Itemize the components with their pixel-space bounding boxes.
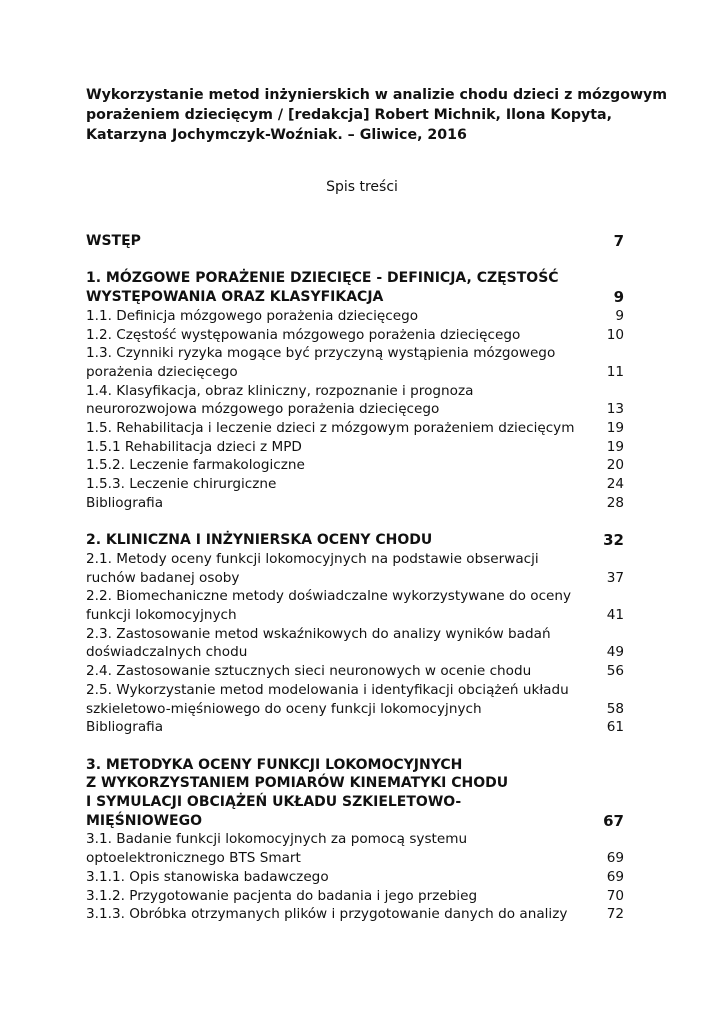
toc-entry-page: 32 xyxy=(603,531,624,550)
toc-entry-title: 2.2. Biomechaniczne metody doświadczalne wykorzystywane do oceny funkcji lokomocyjnych xyxy=(86,588,572,624)
bibliographic-header xyxy=(86,85,668,145)
toc-entry xyxy=(86,344,624,381)
toc-entry-page: 28 xyxy=(606,494,624,511)
toc-entry xyxy=(86,587,624,624)
toc-entry-title: 2. KLINICZNA I INŻYNIERSKA OCENY CHODU xyxy=(86,532,433,549)
header-line: Wykorzystanie metod inżynierskich w analizie chodu dzieci z mózgowym xyxy=(86,87,668,103)
toc-entry-title: 3.1.3. Obróbka otrzymanych plików i przygotowanie danych do analizy xyxy=(86,906,568,923)
toc-entry-page: 19 xyxy=(606,420,624,437)
toc-entry-title: 2.3. Zastosowanie metod wskaźnikowych do analizy wyników badań doświadczalnych chodu xyxy=(86,625,551,661)
toc-entry-page: 49 xyxy=(606,644,624,661)
toc-entry-title: Bibliografia xyxy=(86,719,164,736)
toc-entry-title: 1.5.2. Leczenie farmakologiczne xyxy=(86,457,305,474)
header-line: porażeniem dziecięcym / [redakcja] Robert Michnik, Ilona Kopyta, xyxy=(86,107,613,123)
toc-entry-title: 1.2. Częstość występowania mózgowego porażenia dziecięcego xyxy=(86,326,521,343)
toc-entry-page: 9 xyxy=(615,307,624,324)
toc-entry xyxy=(86,456,624,475)
toc-entry-title: 1.5. Rehabilitacja i leczenie dzieci z mózgowym porażeniem dziecięcym xyxy=(86,420,575,437)
toc-chapter xyxy=(86,531,624,550)
toc-entry-page: 58 xyxy=(606,700,624,717)
table-of-contents xyxy=(86,232,624,924)
toc-entry-page: 72 xyxy=(606,906,624,923)
toc-entry-title: 1.5.1 Rehabilitacja dzieci z MPD xyxy=(86,438,302,455)
toc-entry-page: 61 xyxy=(606,719,624,736)
toc-entry-page: 20 xyxy=(606,457,624,474)
toc-entry-title: 1.5.3. Leczenie chirurgiczne xyxy=(86,476,277,493)
toc-entry-title: 3.1. Badanie funkcji lokomocyjnych za pomocą systemu optoelektronicznego BTS Smart xyxy=(86,831,468,867)
toc-title: Spis treści xyxy=(326,179,398,195)
toc-entry-title: 1.1. Definicja mózgowego porażenia dziecięcego xyxy=(86,307,419,324)
toc-entry xyxy=(86,830,624,867)
toc-entry-page: 67 xyxy=(603,811,624,830)
toc-entry xyxy=(86,905,624,924)
toc-entry-title: 3.1.2. Przygotowanie pacjenta do badania i jego przebieg xyxy=(86,887,478,904)
toc-entry-title: 1.4. Klasyfikacja, obraz kliniczny, rozpoznanie i prognoza neurorozwojowa mózgowego porażenia dziecięcego xyxy=(86,382,474,418)
toc-entry-page: 11 xyxy=(606,363,624,380)
toc-entry xyxy=(86,232,624,251)
toc-entry xyxy=(86,662,624,681)
toc-entry-title: 3.1.1. Opis stanowiska badawczego xyxy=(86,868,329,885)
toc-chapter xyxy=(86,756,624,831)
toc-entry xyxy=(86,718,624,737)
toc-entry-page: 24 xyxy=(606,476,624,493)
toc-entry xyxy=(86,550,624,587)
toc-entry-title: 3. METODYKA OCENY FUNKCJI LOKOMOCYJNYCH Z WYKORZYSTANIEM POMIARÓW KINEMATYKI CHODU I SYMULACJI OBCIĄŻEŃ UKŁADU SZKIELETOWO- MIĘŚNIOWEGO xyxy=(86,756,509,829)
toc-entry-page: 7 xyxy=(613,232,624,250)
toc-entry xyxy=(86,382,624,419)
header-line: Katarzyna Jochymczyk-Woźniak. – Gliwice, 2016 xyxy=(86,127,467,143)
toc-entry xyxy=(86,887,624,906)
toc-entry-page: 19 xyxy=(606,438,624,455)
toc-entry-page: 13 xyxy=(606,401,624,418)
toc-entry xyxy=(86,326,624,345)
toc-entry-title: Bibliografia xyxy=(86,494,164,511)
toc-entry-title: 1.3. Czynniki ryzyka mogące być przyczyną wystąpienia mózgowego porażenia dziecięcego xyxy=(86,345,556,380)
toc-entry-page: 9 xyxy=(613,288,624,307)
toc-entry-page: 41 xyxy=(606,607,624,624)
toc-entry-title: 2.1. Metody oceny funkcji lokomocyjnych na podstawie obserwacji ruchów badanej osoby xyxy=(86,550,539,586)
toc-chapter xyxy=(86,269,624,306)
toc-entry xyxy=(86,438,624,457)
toc-entry xyxy=(86,868,624,887)
toc-entry-title: 2.5. Wykorzystanie metod modelowania i identyfikacji obciążeń układu szkieletowo-mięśniowego do oceny funkcji lokomocyjnych xyxy=(86,681,569,717)
toc-entry-title: 1. MÓZGOWE PORAŻENIE DZIECIĘCE - DEFINICJA, CZĘSTOŚĆ WYSTĘPOWANIA ORAZ KLASYFIKACJA xyxy=(86,270,559,306)
toc-entry xyxy=(86,494,624,513)
toc-entry xyxy=(86,419,624,438)
toc-entry-title: 2.4. Zastosowanie sztucznych sieci neuronowych w ocenie chodu xyxy=(86,663,532,680)
toc-entry xyxy=(86,307,624,326)
toc-entry-title: WSTĘP xyxy=(86,233,141,249)
toc-entry-page: 56 xyxy=(606,663,624,680)
toc-entry xyxy=(86,475,624,494)
toc-entry xyxy=(86,681,624,718)
toc-entry xyxy=(86,625,624,662)
toc-entry-page: 37 xyxy=(606,569,624,586)
toc-entry-page: 69 xyxy=(606,850,624,867)
toc-entry-page: 10 xyxy=(606,326,624,343)
toc-entry-page: 69 xyxy=(606,868,624,885)
toc-entry-page: 70 xyxy=(606,887,624,904)
